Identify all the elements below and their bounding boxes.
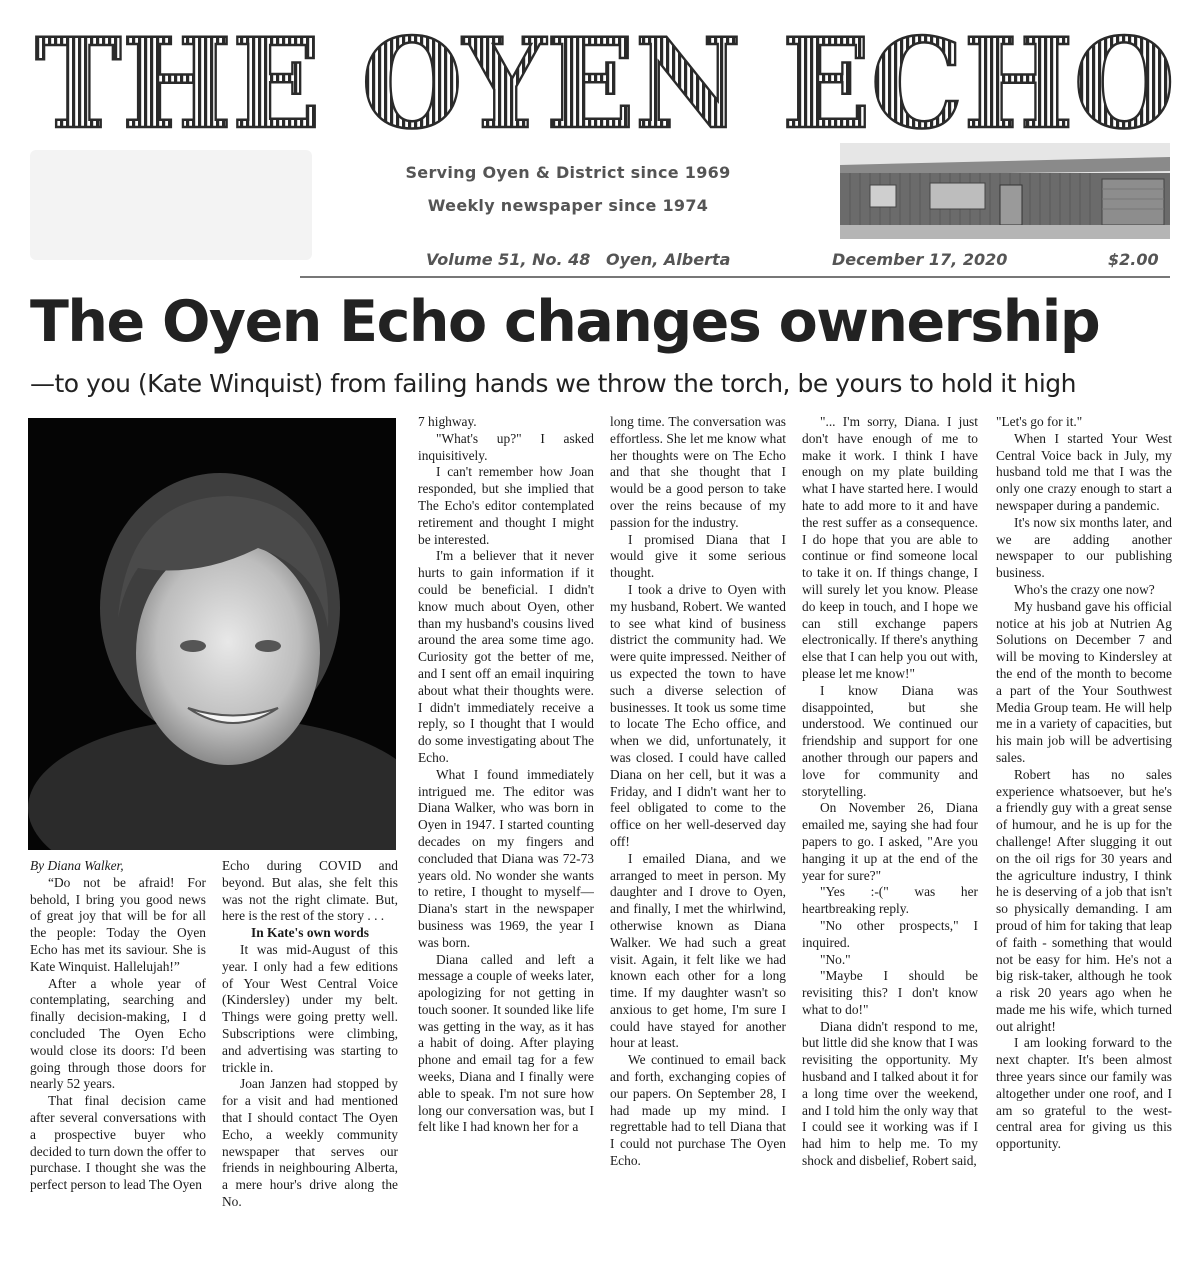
issue-info-bar [300, 248, 1170, 278]
paragraph: Diana called and left a message a couple of weeks later, apologizing for not getting in touch sooner. It sounded like life was getting in the way, as it has a habit of doing. After playing phone and email tag for a few weeks, Diana and I finally were able to speak. I'm not sure how long our conversation was, but I felt like I had known her for a [418, 951, 594, 1135]
paragraph: I am looking forward to the next chapter. It's been almost three years since our family was altogether under one roof, and I am so grateful to the west-central area for giving us this opportunity. [996, 1035, 1172, 1152]
paragraph: I know Diana was disappointed, but she understood. We continued our friendship and support for one another through our papers and love for community and storytelling. [802, 682, 978, 799]
paragraph: Diana didn't respond to me, but little did she know that I was revisiting the opportunity. My husband and I talked about it for a long time over the weekend, and I told him the only way that I could see it working was if I had him to help me. To my shock and disbelief, Robert said, [802, 1018, 978, 1169]
volume-number: Volume 51, No. 48 [426, 250, 591, 269]
tagline-serving: Serving Oyen & District since 1969 [405, 163, 731, 182]
paragraph: "Maybe I should be revisiting this? I don't know what to do!" [802, 968, 978, 1017]
paragraph: When I started Your West Central Voice back in July, my husband told me that I was the only one crazy enough to start a newspaper during a pandemic. [996, 430, 1172, 513]
article-column-3 [418, 414, 594, 1254]
paragraph: "No other prospects," I inquired. [802, 917, 978, 950]
article-column-6 [996, 414, 1172, 1254]
paragraph: "Let's go for it." [996, 414, 1083, 429]
paragraph: Robert has no sales experience whatsoever, but he's a friendly guy with a great sense of humour, and he is up for the challenge! After slugging it out on the oil rigs for 30 years and the agriculture industry, I think he is deserving of a job that isn't so physically demanding. I am proud of him for taking that leap of faith - something that would not be easy for him. He's not a big risk-taker, although he took a risk 20 years ago when he made me his wife, which turned out alright! [996, 766, 1172, 1034]
article-headline: The Oyen Echo changes ownership [30, 289, 1100, 355]
paragraph: Who's the crazy one now? [1014, 581, 1155, 597]
paragraph: I emailed Diana, and we arranged to meet in person. My daughter and I drove to Oyen, and finally, I met the whirlwind, otherwise known as Diana Walker. We had such a great visit. Again, it felt like we had known each other for a long time. If my daughter wasn't so anxious to get home, I'm sure I could have stayed for another hour at least. [610, 850, 786, 1051]
tagline-weekly: Weekly newspaper since 1974 [427, 196, 709, 215]
paragraph: That final decision came after several conversations with a prospective buyer who decided to turn down the offer to purchase. I thought she was the perfect person to lead The Oyen [30, 1093, 206, 1193]
paragraph: It's now six months later, and we are adding another newspaper to our publishing business. [996, 514, 1172, 581]
paragraph: Echo during COVID and beyond. But alas, she felt this was not the right climate. But, here is the rest of the story . . . [222, 858, 398, 924]
article-column-1 [30, 858, 206, 1254]
paragraph: I'm a believer that it never hurts to gain information if it could be beneficial. I didn't know much about Oyen, other than my husband's cousins lived around the area some time ago. Curiosity got the better of me, and I sent off an email inquiring about what their thoughts were. I didn't immediately receive a reply, so I thought that I would do some investigating about The Echo. [418, 548, 594, 765]
paragraph: After a whole year of contemplating, searching and finally decision-making, I d concluded The Oyen Echo would close its doors: I'd been going through those doors for nearly 52 years. [30, 975, 206, 1092]
paragraph: It was mid-August of this year. I only had a few editions of Your West Central Voice (Kindersley) under my belt. Things were going pretty well. Subscriptions were climbing, and advertising was starting to trickle in. [222, 941, 398, 1075]
portrait-photo [28, 418, 396, 850]
masthead-title: THE OYEN ECHO [35, 22, 1175, 142]
paragraph: “Do not be afraid! For behold, I bring you good news of great joy that will be for all the people: Today the Oyen Echo has met its saviour. She is Kate Winquist. Hallelujah!” [30, 874, 206, 974]
issue-date: December 17, 2020 [832, 250, 1008, 269]
blurred-logo-area [30, 150, 312, 260]
article-column-2 [222, 858, 398, 1254]
paragraph: "No." [820, 951, 851, 967]
header-rule [300, 276, 1170, 278]
paragraph: What I found immediately intrigued me. The editor was Diana Walker, who was born in Oyen in 1947. I started counting decades on my fingers and concluded that Diana was 72-73 years old. No wonder she wants to retire, I thought to myself—Diana's start in the newspaper business was 1969, the year I was born. [418, 766, 594, 950]
section-subhead: In Kate's own words [251, 925, 369, 941]
paragraph: I promised Diana that I would give it some serious thought. [610, 531, 786, 581]
article-column-4 [610, 414, 786, 1254]
masthead-logo [30, 22, 1180, 142]
paragraph: On November 26, Diana emailed me, saying she had four papers to go. I asked, "Are you hanging it up at the end of the year for sure?" [802, 800, 978, 883]
masthead [30, 22, 1180, 142]
paragraph: long time. The conversation was effortless. She let me know what her thoughts were on The Echo and that she thought that I would be a good person to take over the reins because of my passion for the industry. [610, 414, 786, 530]
paragraph: We continued to email back and forth, exchanging copies of our papers. On September 28, I had made up my mind. I regrettable had to tell Diana that I could not purchase The Oyen Echo. [610, 1052, 786, 1169]
paragraph: "Yes :-(" was her heartbreaking reply. [802, 884, 978, 917]
article-column-5 [802, 414, 978, 1254]
article-subhead: —to you (Kate Winquist) from failing hands we throw the torch, be yours to hold it high [30, 369, 1076, 398]
paragraph: I took a drive to Oyen with my husband, Robert. We wanted to see what kind of business district the community had. We were quite impressed. Neither of us expected the town to have such a diverse selection of businesses. It took us some time to locate The Echo office, and when we did, unfortunately, it was closed. I could have called Diana on her cell, but it was a Friday, and I didn't want her to feel obligated to come to the office on her well-deserved day off! [610, 581, 786, 849]
office-building-photo [840, 143, 1170, 239]
paragraph: My husband gave his official notice at his job at Nutrien Ag Solutions on December 7 and will be moving to Kindersley at the end of the month to become a part of the Your Southwest Media Group team. He will help me in a variety of capacities, but his main job will be advertising sales. [996, 598, 1172, 765]
price: $2.00 [1108, 250, 1159, 269]
paragraph: Joan Janzen had stopped by for a visit and had mentioned that I should contact The Oyen Echo, a weekly community newspaper that serves our friends in neighbouring Alberta, a mere hour's drive along the No. [222, 1076, 398, 1209]
paragraph: 7 highway. [418, 414, 477, 429]
paragraph: "... I'm sorry, Diana. I just don't have enough of me to make it work. I think I have enough on my plate building what I have started here. I would hate to add more to it and have the rest suffer as a consequence. I do hope that you are able to continue or find someone local to take it on. If things change, I will surely let you know. Please do keep in touch, and I hope we can still exchange papers electronically. If there's anything else that I can help you out with, please let me know!" [802, 414, 978, 681]
location: Oyen, Alberta [606, 250, 731, 269]
paragraph: I can't remember how Joan responded, but she implied that The Echo's editor contemplated retirement and thought I might be interested. [418, 464, 594, 547]
paragraph: "What's up?" I asked inquisitively. [418, 430, 594, 463]
byline: By Diana Walker, [30, 858, 124, 873]
